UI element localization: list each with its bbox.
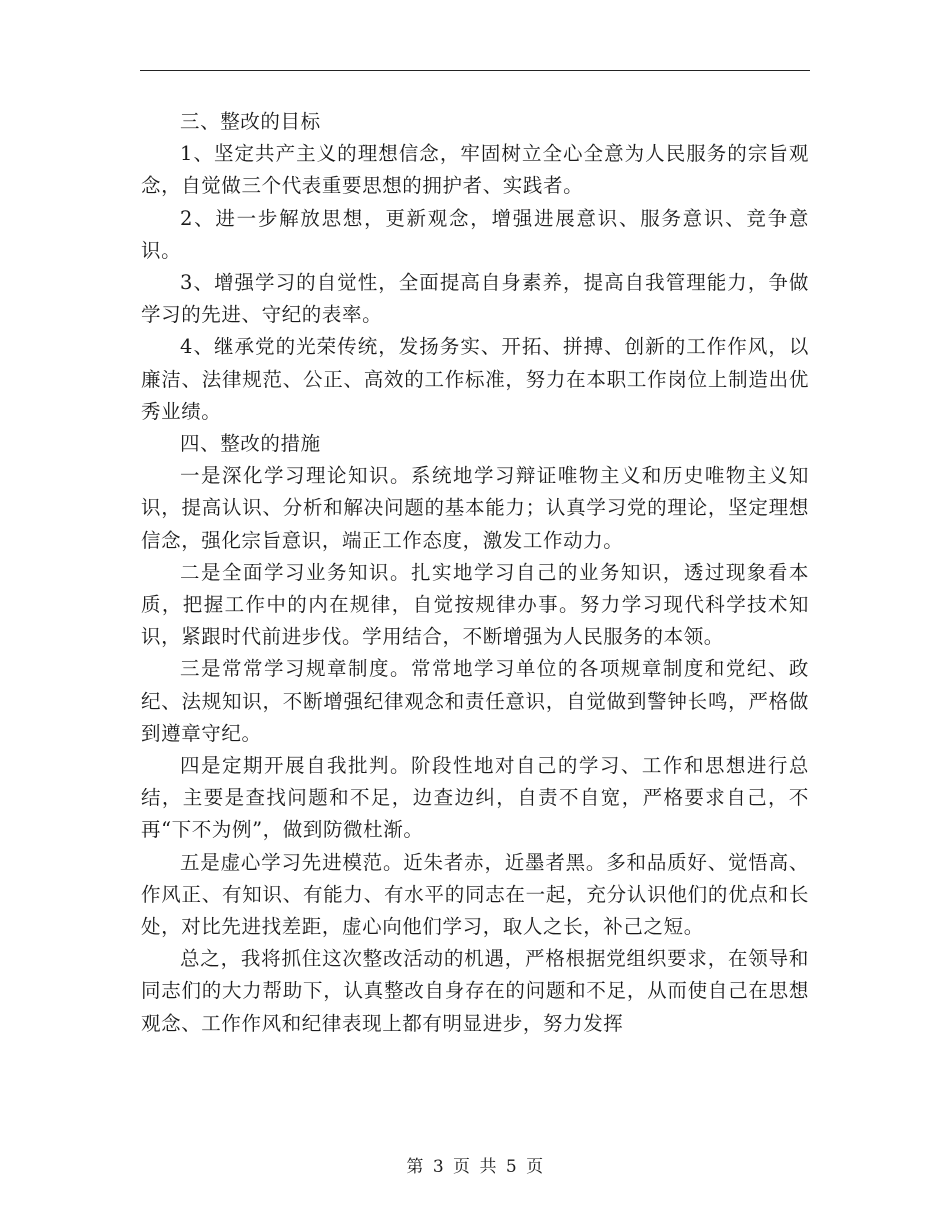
measure-item-1: 一是深化学习理论知识。系统地学习辩证唯物主义和历史唯物主义知识，提高认识、分析和解决问题的基本能力；认真学习党的理论，坚定理想信念，强化宗旨意识，端正工作态度，激发工作动力。 xyxy=(141,464,809,552)
measure-item-4: 四是定期开展自我批判。阶段性地对自己的学习、工作和思想进行总结，主要是查找问题和不足，边查边纠，自责不自宽，严格要求自己，不再“下不为例”，做到防微杜渐。 xyxy=(141,754,809,842)
goal-item-3: 3、增强学习的自觉性，全面提高自身素养，提高自我管理能力，争做学习的先进、守纪的表率。 xyxy=(141,271,809,327)
measure-item-5: 五是虚心学习先进模范。近朱者赤，近墨者黑。多和品质好、觉悟高、作风正、有知识、有能力、有水平的同志在一起，充分认识他们的优点和长处，对比先进找差距，虚心向他们学习，取人之长，补己之短。 xyxy=(141,850,809,939)
document-body xyxy=(141,106,809,1040)
section-heading-goals: 三、整改的目标 xyxy=(180,110,321,133)
section-heading-measures: 四、整改的措施 xyxy=(180,432,321,456)
header-rule xyxy=(140,70,810,71)
conclusion-paragraph: 总之，我将抓住这次整改活动的机遇，严格根据党组织要求，在领导和同志们的大力帮助下，认真整改自身存在的问题和不足，从而使自己在思想观念、工作作风和纪律表现上都有明显进步，努力发挥 xyxy=(141,947,809,1035)
goal-item-4: 4、继承党的光荣传统，发扬务实、开拓、拼搏、创新的工作作风，以廉洁、法律规范、公正、高效的工作标准，努力在本职工作岗位上制造出优秀业绩。 xyxy=(141,335,809,423)
measure-item-3: 三是常常学习规章制度。常常地学习单位的各项规章制度和党纪、政纪、法规知识，不断增强纪律观念和责任意识，自觉做到警钟长鸣，严格做到遵章守纪。 xyxy=(141,657,809,745)
measure-item-2: 二是全面学习业务知识。扎实地学习自己的业务知识，透过现象看本质，把握工作中的内在规律，自觉按规律办事。努力学习现代科学技术知识，紧跟时代前进步伐。学用结合，不断增强为人民服务的本领。 xyxy=(141,560,809,649)
goal-item-1: 1、坚定共产主义的理想信念，牢固树立全心全意为人民服务的宗旨观念，自觉做三个代表重要思想的拥护者、实践者。 xyxy=(141,142,809,198)
page-number-footer: 第 3 页 共 5 页 xyxy=(406,1157,544,1177)
goal-item-2: 2、进一步解放思想，更新观念，增强进展意识、服务意识、竞争意识。 xyxy=(141,206,809,262)
